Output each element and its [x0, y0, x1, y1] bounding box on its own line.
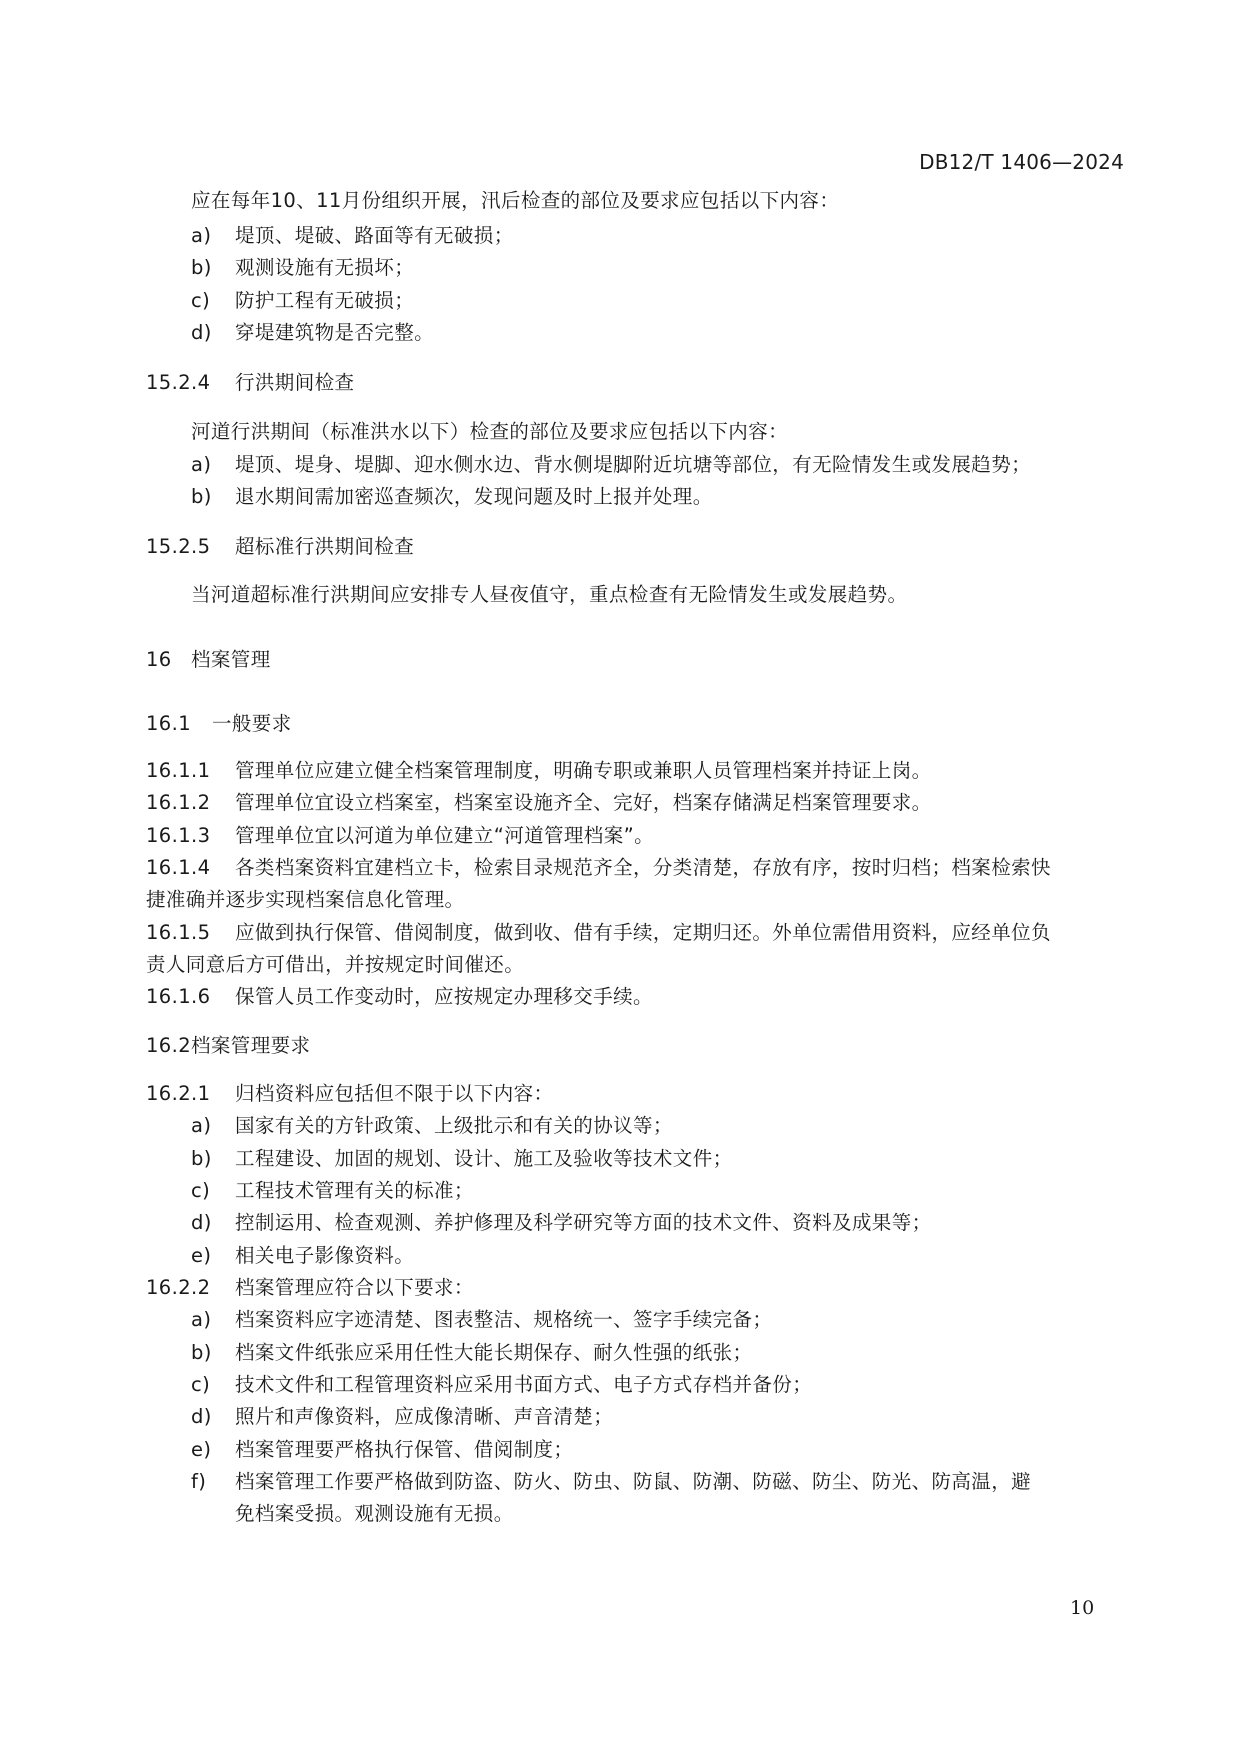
- list-item-text: 工程建设、加固的规划、设计、施工及验收等技术文件；: [235, 1147, 733, 1170]
- list-item: [191, 483, 713, 511]
- list-item: [191, 222, 514, 250]
- list-item: [191, 1468, 1031, 1496]
- heading-title: 档案管理: [191, 648, 271, 671]
- heading-title: 一般要求: [212, 712, 292, 735]
- list-item-label: c): [191, 289, 211, 312]
- list-item-text: 照片和声像资料，应成像清晰、声音清楚；: [235, 1405, 614, 1428]
- list-item-label: b): [191, 1147, 212, 1170]
- heading-number: 15.2.5: [146, 535, 211, 558]
- list-item-label: e): [191, 1438, 212, 1461]
- list-item-text: 堤顶、堤破、路面等有无破损；: [235, 224, 514, 247]
- list-item: [191, 1112, 673, 1140]
- list-item: [191, 1209, 932, 1237]
- list-item: [191, 1145, 733, 1173]
- clause-continuation: 捷准确并逐步实现档案信息化管理。: [146, 888, 465, 911]
- heading-1525: [146, 533, 414, 561]
- clause: [146, 854, 1051, 882]
- clause: [146, 789, 932, 817]
- clause-text: 应做到执行保管、借阅制度，做到收、借有手续，定期归还。外单位需借用资料，应经单位负: [235, 921, 1051, 944]
- clause: [146, 822, 654, 850]
- clause-text: 管理单位应建立健全档案管理制度，明确专职或兼职人员管理档案并持证上岗。: [235, 759, 932, 782]
- list-item-continuation: 免档案受损。观测设施有无损。: [235, 1502, 514, 1525]
- list-item: [191, 319, 434, 347]
- list-item: [191, 1339, 752, 1367]
- clause: [146, 757, 932, 785]
- heading-1524: [146, 369, 354, 397]
- list-item-text: 堤顶、堤身、堤脚、迎水侧水边、背水侧堤脚附近坑塘等部位，有无险情发生或发展趋势；: [235, 453, 1032, 476]
- list-item-label: e): [191, 1244, 212, 1267]
- clause: [146, 983, 653, 1011]
- heading-161: [146, 710, 292, 738]
- list-item-text: 档案管理工作要严格做到防盗、防火、防虫、防鼠、防潮、防磁、防尘、防光、防高温，避: [235, 1470, 1032, 1493]
- clause-number: 16.1.3: [146, 824, 211, 847]
- list-item-label: a): [191, 1308, 212, 1331]
- list-item: [191, 1436, 573, 1464]
- list-item-text: 穿堤建筑物是否完整。: [235, 321, 435, 344]
- list-item-text: 观测设施有无损坏；: [235, 256, 415, 279]
- list-item-text: 档案资料应字迹清楚、图表整洁、规格统一、签字手续完备；: [235, 1308, 773, 1331]
- list-item-label: c): [191, 1179, 211, 1202]
- heading-number: 15.2.4: [146, 371, 211, 394]
- list-item-label: d): [191, 321, 212, 344]
- list-item-text: 档案文件纸张应采用任性大能长期保存、耐久性强的纸张；: [235, 1341, 753, 1364]
- list-item-text: 档案管理要严格执行保管、借阅制度；: [235, 1438, 574, 1461]
- heading-number: 16.2: [146, 1034, 192, 1057]
- clause: [146, 919, 1051, 947]
- clause-text: 归档资料应包括但不限于以下内容：: [235, 1082, 554, 1105]
- heading-title: 档案管理要求: [191, 1034, 311, 1057]
- clause-number: 16.1.1: [146, 759, 211, 782]
- list-item-label: f): [191, 1470, 207, 1493]
- list-item: [191, 1306, 772, 1334]
- clause-number: 16.1.5: [146, 921, 211, 944]
- list-item: [191, 1371, 812, 1399]
- list-item: [191, 1403, 613, 1431]
- standard-code: DB12/T 1406—2024: [919, 150, 1124, 174]
- list-item-label: b): [191, 1341, 212, 1364]
- list-item-text: 防护工程有无破损；: [235, 289, 415, 312]
- heading-number: 16.1: [146, 712, 192, 735]
- list-item-text: 退水期间需加密巡查频次，发现问题及时上报并处理。: [235, 485, 713, 508]
- clause-number: 16.2.2: [146, 1276, 211, 1299]
- list-item: [191, 1242, 414, 1270]
- heading-title: 超标准行洪期间检查: [235, 535, 415, 558]
- paragraph-1523-intro: 应在每年10、11月份组织开展，汛后检查的部位及要求应包括以下内容：: [191, 189, 840, 212]
- list-item-text: 控制运用、检查观测、养护修理及科学研究等方面的技术文件、资料及成果等；: [235, 1211, 932, 1234]
- list-item-label: d): [191, 1211, 212, 1234]
- list-item: [191, 287, 414, 315]
- clause-text: 档案管理应符合以下要求：: [235, 1276, 474, 1299]
- clause-number: 16.1.4: [146, 856, 211, 879]
- list-item-label: a): [191, 224, 212, 247]
- list-item-label: d): [191, 1405, 212, 1428]
- list-item-text: 国家有关的方针政策、上级批示和有关的协议等；: [235, 1114, 673, 1137]
- list-item-text: 工程技术管理有关的标准；: [235, 1179, 474, 1202]
- clause-text: 各类档案资料宜建档立卡，检索目录规范齐全，分类清楚，存放有序，按时归档；档案检索快: [235, 856, 1051, 879]
- clause: [146, 1274, 474, 1302]
- clause-text: 管理单位宜设立档案室，档案室设施齐全、完好，档案存储满足档案管理要求。: [235, 791, 932, 814]
- list-item-label: a): [191, 453, 212, 476]
- list-item-label: b): [191, 256, 212, 279]
- heading-16: [146, 646, 271, 674]
- heading-162: [146, 1032, 310, 1060]
- clause-number: 16.1.2: [146, 791, 211, 814]
- list-item: [191, 451, 1031, 479]
- list-item-label: a): [191, 1114, 212, 1137]
- list-item: [191, 1177, 474, 1205]
- list-item-text: 相关电子影像资料。: [235, 1244, 415, 1267]
- list-item-text: 技术文件和工程管理资料应采用书面方式、电子方式存档并备份；: [235, 1373, 813, 1396]
- paragraph-1525: 当河道超标准行洪期间应安排专人昼夜值守，重点检查有无险情发生或发展趋势。: [191, 583, 908, 606]
- clause-text: 保管人员工作变动时，应按规定办理移交手续。: [235, 985, 653, 1008]
- clause-text: 管理单位宜以河道为单位建立“河道管理档案”。: [235, 824, 655, 847]
- clause: [146, 1080, 553, 1108]
- list-item: [191, 254, 414, 282]
- list-item-label: b): [191, 485, 212, 508]
- heading-title: 行洪期间检查: [235, 371, 355, 394]
- paragraph-1524-intro: 河道行洪期间（标准洪水以下）检查的部位及要求应包括以下内容：: [191, 420, 789, 443]
- list-item-label: c): [191, 1373, 211, 1396]
- page-number: 10: [1070, 1597, 1095, 1619]
- heading-number: 16: [146, 648, 172, 671]
- clause-number: 16.1.6: [146, 985, 211, 1008]
- clause-continuation: 责人同意后方可借出，并按规定时间催还。: [146, 953, 525, 976]
- clause-number: 16.2.1: [146, 1082, 211, 1105]
